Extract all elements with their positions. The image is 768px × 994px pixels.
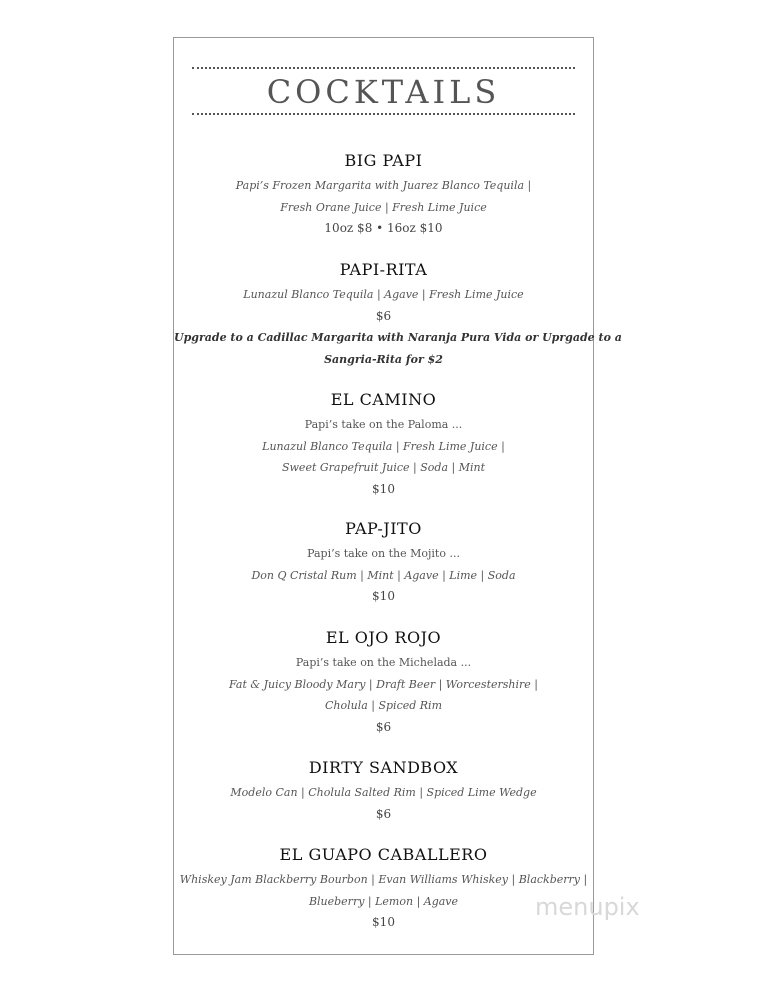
item-name: PAP-JITO <box>345 519 422 538</box>
title-rule-top <box>192 67 575 69</box>
item-name: PAPI-RITA <box>339 260 428 279</box>
menu-item-pap-jito <box>174 518 593 608</box>
item-price: $10 <box>372 915 395 929</box>
item-description: Lunazul Blanco Tequila | Fresh Lime Juice | <box>262 439 505 453</box>
item-intro: Papi’s take on the Paloma ... <box>304 418 463 431</box>
menupix-watermark: menupix <box>535 893 640 921</box>
menu-item-papi-rita <box>174 259 622 370</box>
item-upgrade-note: Sangria-Rita for $2 <box>324 352 443 366</box>
menu-item-dirty-sandbox <box>174 757 593 825</box>
item-description: Don Q Cristal Rum | Mint | Agave | Lime | Soda <box>251 568 516 582</box>
item-name: DIRTY SANDBOX <box>308 758 459 777</box>
item-description: Lunazul Blanco Tequila | Agave | Fresh Lime Juice <box>243 288 524 301</box>
item-name: EL GUAPO CABALLERO <box>279 845 488 864</box>
item-description: Whiskey Jam Blackberry Bourbon | Evan Williams Whiskey | Blackberry | <box>179 873 588 886</box>
item-intro: Papi’s take on the Mojito ... <box>307 547 460 560</box>
item-description: Cholula | Spiced Rim <box>324 699 443 712</box>
item-price: $6 <box>375 806 392 821</box>
item-name: BIG PAPI <box>344 151 423 170</box>
item-description: Fresh Orane Juice | Fresh Lime Juice <box>280 200 487 214</box>
menu-item-el-ojo-rojo <box>174 627 593 738</box>
menu-title: COCKTAILS <box>266 73 501 111</box>
title-rule-bottom <box>192 113 575 115</box>
item-description: Fat & Juicy Bloody Mary | Draft Beer | Worcestershire | <box>229 677 538 691</box>
menu-item-el-guapo-caballero <box>174 844 593 934</box>
item-intro: Papi’s take on the Michelada ... <box>295 656 472 669</box>
item-description: Papi’s Frozen Margarita with Juarez Blanco Tequila | <box>235 179 532 192</box>
item-description: Sweet Grapefruit Juice | Soda | Mint <box>281 461 486 474</box>
item-price: $10 <box>372 481 395 496</box>
menu-card <box>173 37 622 955</box>
item-description: Modelo Can | Cholula Salted Rim | Spiced Lime Wedge <box>230 786 537 799</box>
item-price: $6 <box>375 308 392 323</box>
item-price: $10 <box>372 589 395 603</box>
item-price: $6 <box>375 719 392 734</box>
item-name: EL CAMINO <box>330 390 437 409</box>
item-upgrade-note: Upgrade to a Cadillac Margarita with Naranja Pura Vida or Uprgade to a <box>174 331 622 344</box>
item-name: EL OJO ROJO <box>325 628 442 647</box>
menu-item-big-papi <box>174 150 593 240</box>
item-description: Blueberry | Lemon | Agave <box>308 894 459 908</box>
menu-item-el-camino <box>174 389 593 500</box>
item-price: 10oz $8 • 16oz $10 <box>324 221 443 235</box>
